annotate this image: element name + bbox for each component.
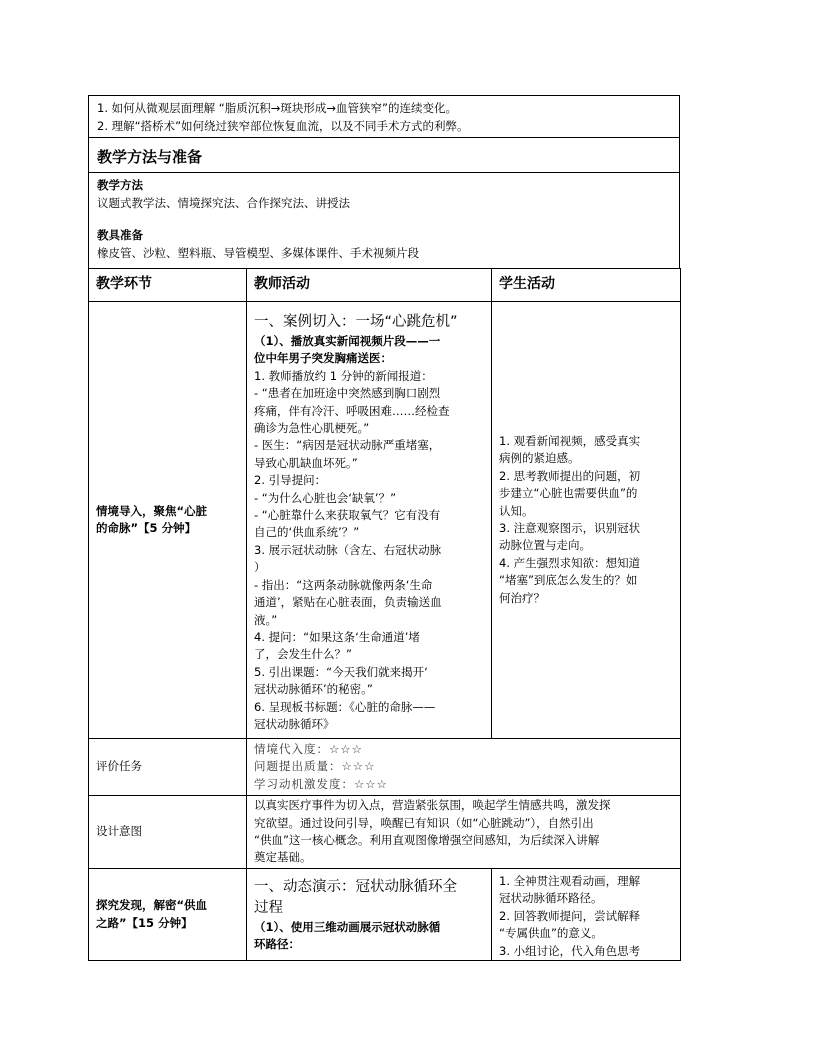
student-line: 1. 全神贯注观看动画，理解 xyxy=(499,874,641,888)
table-row xyxy=(89,796,681,869)
design-label: 设计意图 xyxy=(89,796,247,869)
teacher-activity-title: 一、案例切入：一场“心跳危机” xyxy=(254,314,458,330)
teacher-line: 冠状动脉循环’的秘密。” xyxy=(254,682,373,697)
teacher-line: 自己的‘供血系统’？” xyxy=(254,525,360,540)
eval-cell xyxy=(247,739,681,796)
student-line: 2. 思考教师提出的问题，初 xyxy=(499,468,641,483)
teacher-line: 1. 教师播放约 1 分钟的新闻报道： xyxy=(254,368,433,383)
teacher-line: （1）、使用三维动画展示冠状动脉循 xyxy=(254,920,441,934)
stage-label-cell xyxy=(89,302,247,739)
student-line: 2. 回答教师提问，尝试解释 xyxy=(499,908,641,923)
tools-text: 橡皮管、沙粒、塑料瓶、导管模型、多媒体课件、手术视频片段 xyxy=(97,246,419,260)
student-line: “专属供血”的意义。 xyxy=(499,926,603,941)
stage-label: 之路”【15 分钟】 xyxy=(96,915,193,930)
teacher-line: - “心脏靠什么来获取氧气？它有没有 xyxy=(254,508,441,523)
teacher-line: 2. 引导提问： xyxy=(254,473,327,488)
stage-label-cell xyxy=(89,869,247,961)
teacher-line: 4. 提问：“如果这条‘生命通道’堵 xyxy=(254,629,420,644)
teacher-line: 疼痛，伴有冷汗、呼吸困难……经检查 xyxy=(254,403,450,418)
section-title: 教学方法与准备 xyxy=(89,138,679,173)
teacher-line: 通道’，紧贴在心脏表面，负责输送血 xyxy=(254,595,442,610)
teacher-line: 导致心肌缺血坏死。” xyxy=(254,455,358,470)
design-line: 以真实医疗事件为切入点，营造紧张氛围，唤起学生情感共鸣，激发探 xyxy=(254,798,611,813)
header-student: 学生活动 xyxy=(492,269,681,302)
student-line: “堵塞”到底怎么发生的？如 xyxy=(499,573,638,588)
teacher-line: 位中年男子突发胸痛送医： xyxy=(254,351,392,366)
design-line: “供血”这一核心概念。利用直观图像增强空间感知，为后续深入讲解 xyxy=(254,833,600,847)
document-page xyxy=(88,95,680,961)
eval-line: 情境代入度：☆☆☆ xyxy=(254,741,363,756)
student-line: 冠状动脉循环路径。 xyxy=(499,891,603,906)
eval-line: 问题提出质量：☆☆☆ xyxy=(254,759,376,774)
student-line: 何治疗？ xyxy=(499,590,545,605)
methods-label: 教学方法 xyxy=(97,178,143,192)
header-stage: 教学环节 xyxy=(89,269,247,302)
teacher-activity-title: 一、动态演示：冠状动脉循环全 xyxy=(254,879,457,895)
methods-text: 议题式教学法、情境探究法、合作探究法、讲授法 xyxy=(97,196,350,210)
stage-label: 的命脉”【5 分钟】 xyxy=(96,521,197,535)
student-activity-cell xyxy=(492,869,681,961)
stage-label: 探究发现，解密“供血 xyxy=(96,898,208,913)
table-header-row xyxy=(89,269,681,302)
teacher-line: - “为什么心脏也会‘缺氧’？” xyxy=(254,490,397,505)
teacher-activity-title: 过程 xyxy=(254,900,283,916)
teacher-line: 3. 展示冠状动脉（含左、右冠状动脉 xyxy=(254,542,442,557)
table-row xyxy=(89,869,681,961)
tools-label: 教具准备 xyxy=(97,228,143,242)
teacher-line: - “患者在加班途中突然感到胸口剧烈 xyxy=(254,386,441,401)
design-line: 奠定基础。 xyxy=(254,850,312,865)
design-line: 究欲望。通过设问引导，唤醒已有知识（如“心脏跳动”），自然引出 xyxy=(254,815,594,830)
teacher-line: - 医生：“病因是冠状动脉严重堵塞， xyxy=(254,438,441,453)
teacher-line: 液。” xyxy=(254,612,278,627)
student-line: 动脉位置与走向。 xyxy=(499,538,591,553)
methods-block xyxy=(88,137,680,268)
teacher-line: 确诊为急性心肌梗死。” xyxy=(254,421,370,436)
student-activity-cell xyxy=(492,302,681,739)
student-line: 步建立“心脏也需要供血”的 xyxy=(499,486,638,501)
student-line: 3. 小组讨论，代入角色思考 xyxy=(499,943,641,958)
objective-line: 1. 如何从微观层面理解 “脂质沉积→斑块形成→血管狭窄”的连续变化。 xyxy=(97,101,457,115)
teacher-line: 6. 呈现板书标题：《心脏的命脉—— xyxy=(254,699,436,714)
eval-label: 评价任务 xyxy=(89,739,247,796)
table-row xyxy=(89,739,681,796)
teacher-line: 了，会发生什么？” xyxy=(254,647,352,662)
stage-label: 情境导入，聚焦“心脏 xyxy=(96,503,208,518)
student-line: 病例的紧迫感。 xyxy=(499,451,580,466)
student-line: 认知。 xyxy=(499,503,534,518)
teacher-line: - 指出：“这两条动脉就像两条‘生命 xyxy=(254,577,433,592)
design-cell xyxy=(247,796,681,869)
teacher-line: 5. 引出课题：“今天我们就来揭开‘ xyxy=(254,664,428,679)
teacher-activity-cell xyxy=(247,869,492,961)
student-line: 1. 观看新闻视频，感受真实 xyxy=(499,433,641,448)
table-row xyxy=(89,302,681,739)
teacher-line: 冠状动脉循环》 xyxy=(254,716,335,731)
teacher-line: ） xyxy=(254,560,266,575)
student-line: 3. 注意观察图示，识别冠状 xyxy=(499,521,641,535)
objective-line: 2. 理解“搭桥术”如何绕过狭窄部位恢复血流，以及不同手术方式的利弊。 xyxy=(97,119,469,133)
eval-line: 学习动机激发度：☆☆☆ xyxy=(254,776,388,791)
teacher-line: 环路径： xyxy=(254,937,300,952)
lesson-table xyxy=(88,268,681,961)
objectives-block xyxy=(88,95,680,137)
student-line: 4. 产生强烈求知欲：想知道 xyxy=(499,555,641,570)
teacher-activity-cell xyxy=(247,302,492,739)
teacher-line: （1）、播放真实新闻视频片段——一 xyxy=(254,334,441,348)
header-teacher: 教师活动 xyxy=(247,269,492,302)
